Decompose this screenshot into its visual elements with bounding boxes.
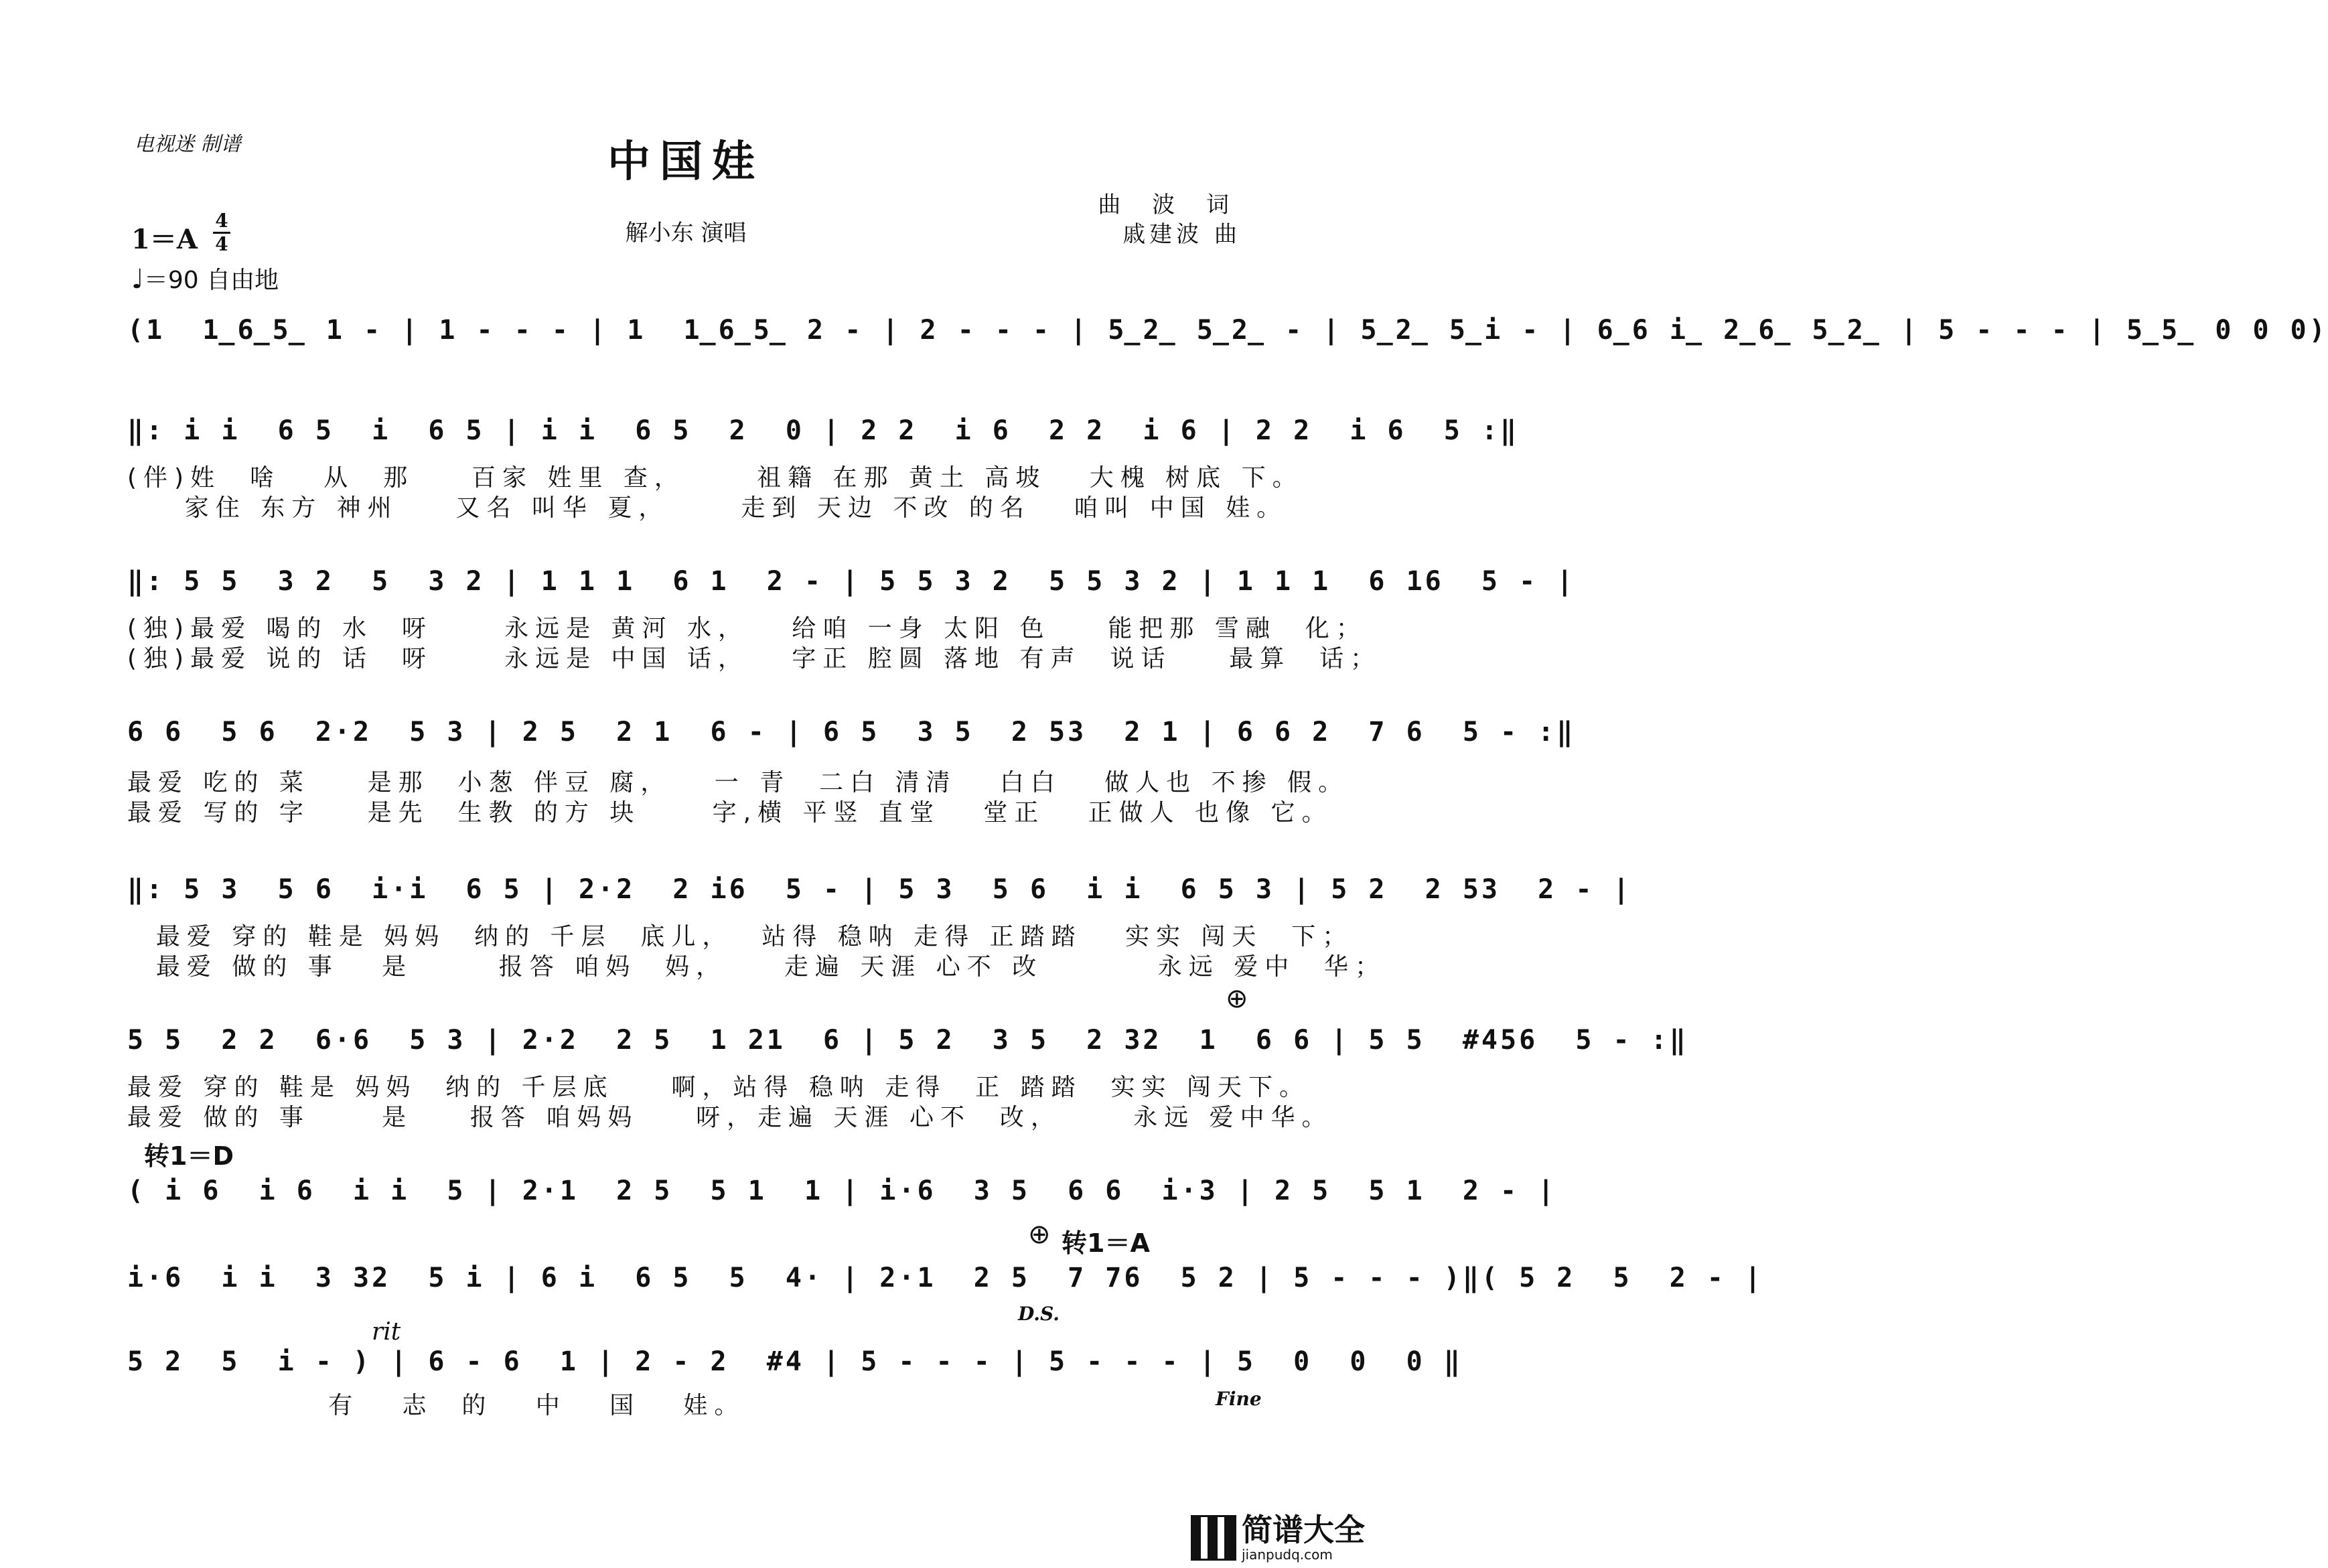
time-signature bbox=[213, 212, 230, 254]
section5-notes: 5 5 2 2 6·6 5 3 | 2·2 2 5 1 21 6 | 5 2 3 5 2 32 1 6 6 | 5 5 #456 5 - :‖ bbox=[127, 1025, 1688, 1056]
coda-icon-2: ⊕ bbox=[1028, 1219, 1051, 1250]
section4-lyrics-2: 最爱 做的 事 是 报答 咱妈 妈， 走遍 天涯 心不 改 永远 爱中 华； bbox=[127, 953, 1386, 981]
section1-notes: ‖: i i 6 5 i 6 5 | i i 6 5 2 0 | 2 2 i 6 2 2 i 6 | 2 2 i 6 5 :‖ bbox=[127, 415, 1520, 446]
section6-notes: ( i 6 i 6 i i 5 | 2·1 2 5 5 1 1 | i·6 3 5 6 6 i·3 | 2 5 5 1 2 - | bbox=[127, 1175, 1557, 1206]
rit-marking: rit bbox=[372, 1318, 401, 1346]
singer-credit: 解小东 演唱 bbox=[625, 220, 747, 246]
section3-lyrics-2: 最爱 写的 字 是先 生教 的方 块 字,横 平竖 直堂 堂正 正做人 也像 它。 bbox=[127, 799, 1333, 827]
key-signature: 1＝A bbox=[131, 224, 198, 255]
section4-lyrics-1: 最爱 穿的 鞋是 妈妈 纳的 千层 底儿， 站得 稳呐 走得 正踏踏 实实 闯天 下； bbox=[127, 923, 1354, 950]
fine-marking: Fine bbox=[1216, 1388, 1262, 1410]
section4-notes: ‖: 5 3 5 6 i·i 6 5 | 2·2 2 i6 5 - | 5 3 5 6 i i 6 5 3 | 5 2 2 53 2 - | bbox=[127, 874, 1632, 905]
section1-lyrics-2: 家住 东方 神州 又名 叫华 夏， 走到 天边 不改 的名 咱叫 中国 娃。 bbox=[127, 494, 1288, 522]
song-title: 中国娃 bbox=[607, 137, 764, 187]
time-bottom: 4 bbox=[215, 233, 228, 255]
modulation-a: 转1＝A bbox=[1062, 1228, 1150, 1258]
section2-lyrics-1: (独)最爱 喝的 水 呀 永远是 黄河 水， 给咱 一身 太阳 色 能把那 雪融 化； bbox=[127, 615, 1367, 642]
coda-icon: ⊕ bbox=[1226, 983, 1248, 1014]
section8-notes: 5 2 5 i - ) | 6 - 6 1 | 2 - 2 #4 | 5 - - - | 5 - - - | 5 0 0 0 ‖ bbox=[127, 1346, 1463, 1377]
site-logo bbox=[1191, 1513, 1365, 1563]
section2-lyrics-2: (独)最爱 说的 话 呀 永远是 中国 话， 字正 腔圆 落地 有声 说话 最算 话； bbox=[127, 645, 1382, 672]
maker-credit: 电视迷 制谱 bbox=[134, 133, 241, 156]
time-top: 4 bbox=[215, 210, 228, 232]
section5-lyrics-2: 最爱 做的 事 是 报答 咱妈妈 呀，走遍 天涯 心不 改， 永远 爱中华。 bbox=[127, 1104, 1333, 1131]
section3-notes: 6 6 5 6 2·2 5 3 | 2 5 2 1 6 - | 6 5 3 5 2 53 2 1 | 6 6 2 7 6 5 - :‖ bbox=[127, 717, 1576, 747]
tempo-marking bbox=[131, 261, 279, 295]
section7-notes: i·6 i i 3 32 5 i | 6 i 6 5 5 4· | 2·1 2 5 7 76 5 2 | 5 - - - )‖( 5 2 5 2 - | bbox=[127, 1263, 1764, 1293]
tempo-text: 自由地 bbox=[206, 267, 279, 294]
ds-marking: D.S. bbox=[1018, 1303, 1060, 1325]
intro-line: (1 1̲6̲5̲ 1 - | 1 - - - | 1 1̲6̲5̲ 2 - | 2 - - - | 5̲2̲ 5̲2̲ - | 5̲2̲ 5̲i - | 6̲6 i̲ 2̲6̲ 5̲2̲ | 5 - - - | 5̲5̲ 0 0 0) bbox=[127, 315, 2328, 346]
modulation-d: 转1＝D bbox=[144, 1141, 234, 1171]
section1-lyrics-1: (伴)姓 啥 从 那 百家 姓里 查， 祖籍 在那 黄土 高坡 大槐 树底 下。 bbox=[127, 464, 1303, 492]
quarter-note-icon: ♩ bbox=[131, 264, 144, 295]
piano-keys-icon bbox=[1191, 1515, 1236, 1561]
section5-lyrics-1: 最爱 穿的 鞋是 妈妈 纳的 千层底 啊，站得 稳呐 走得 正 踏踏 实实 闯天下。 bbox=[127, 1074, 1310, 1101]
section3-lyrics-1: 最爱 吃的 菜 是那 小葱 伴豆 腐， 一 青 二白 清清 白白 做人也 不掺 假。 bbox=[127, 769, 1350, 796]
logo-text: 简谱大全 bbox=[1242, 1512, 1365, 1548]
section8-lyrics: 有 志 的 中 国 娃。 bbox=[127, 1392, 745, 1419]
lyricist-credit: 曲 波 词 bbox=[1098, 192, 1241, 218]
section2-notes: ‖: 5 5 3 2 5 3 2 | 1 1 1 6 1 2 - | 5 5 3 2 5 5 3 2 | 1 1 1 6 16 5 - | bbox=[127, 566, 1576, 597]
tempo-value: ＝90 bbox=[143, 267, 199, 294]
composer-credit: 戚建波 曲 bbox=[1122, 221, 1241, 248]
logo-url: jianpudq.com bbox=[1242, 1547, 1333, 1563]
